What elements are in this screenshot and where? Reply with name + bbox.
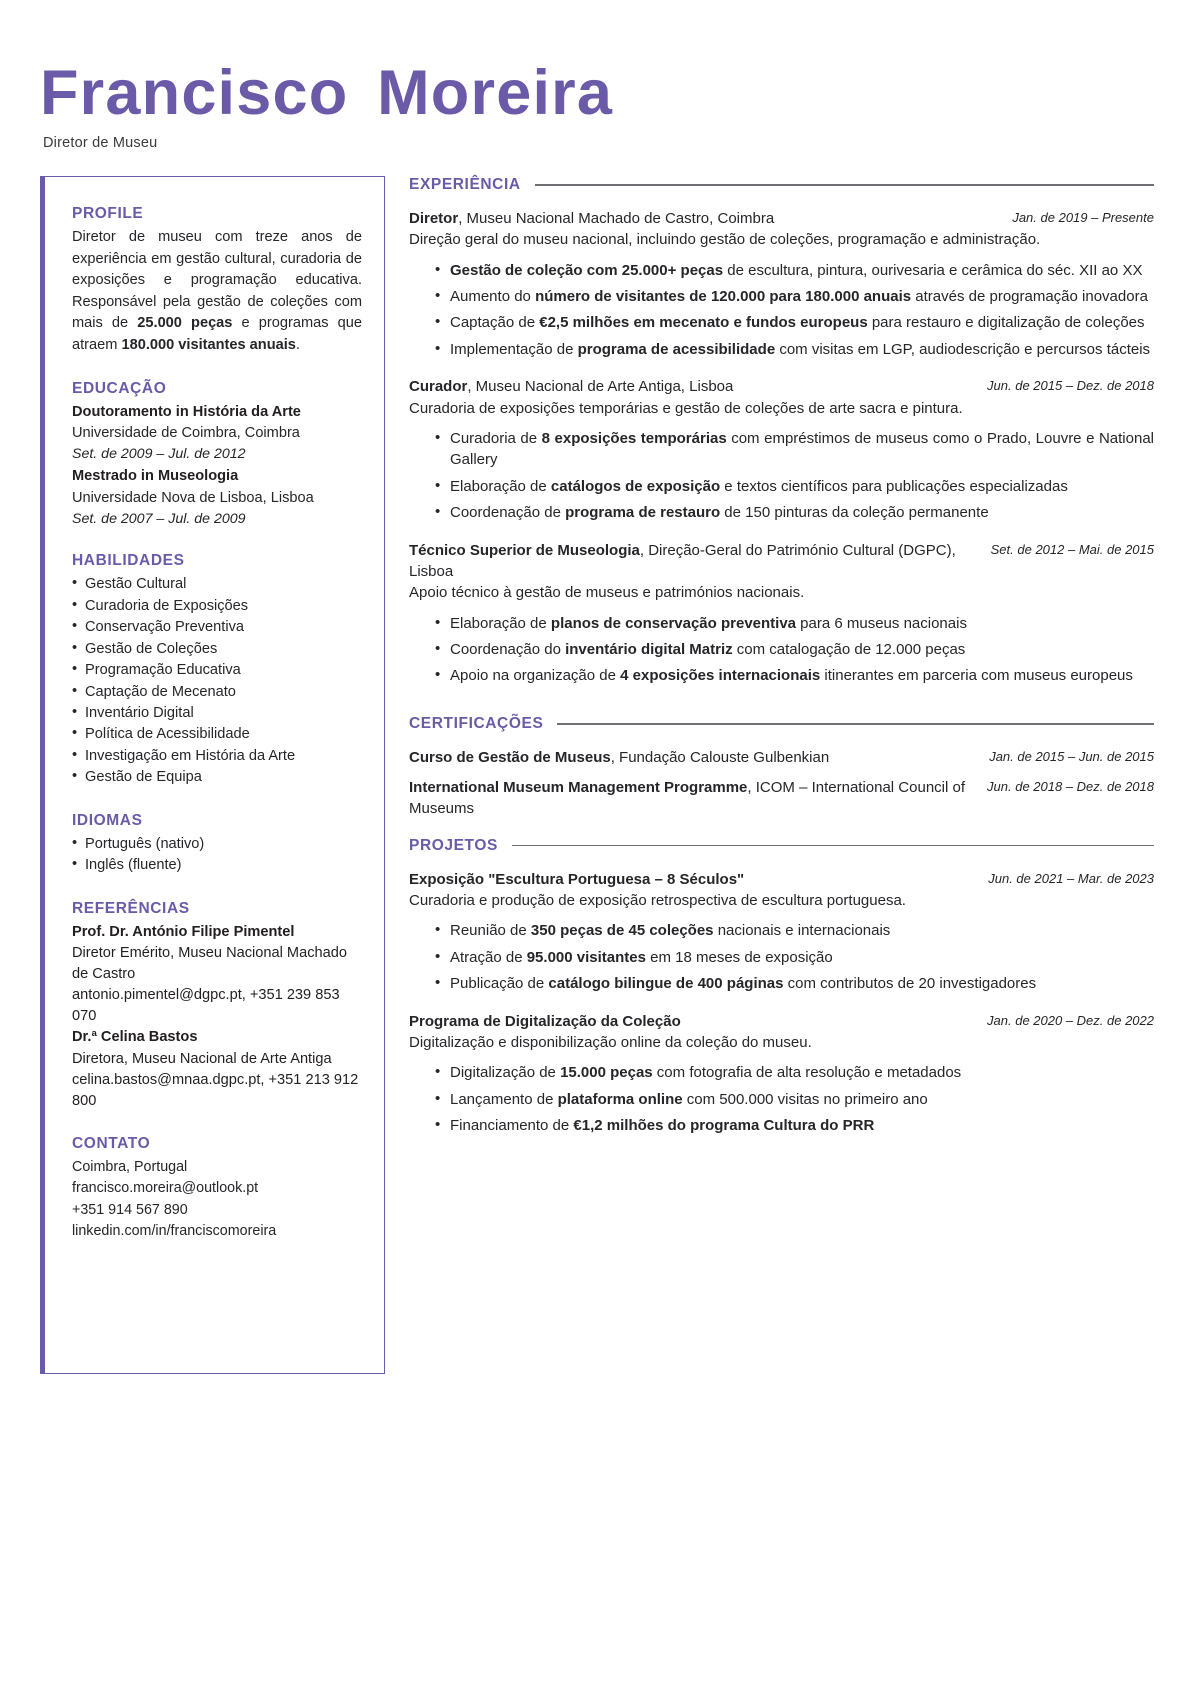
section-rule xyxy=(535,184,1154,185)
experience-entry xyxy=(409,540,1154,687)
section-title-projects: PROJETOS xyxy=(409,836,498,854)
entry-date: Jan. de 2019 – Presente xyxy=(1012,210,1154,225)
reference-item xyxy=(72,1027,362,1112)
entry-title: Exposição "Escultura Portuguesa – 8 Séculos" xyxy=(409,870,745,888)
entry-head xyxy=(409,208,1154,229)
entry-title: International Museum Management Programme, ICOM – International Council of Museums xyxy=(409,779,966,818)
entry-bullet: • Elaboração de catálogos de exposição e textos científicos para publicações especializadas xyxy=(435,476,1154,497)
reference-name: Dr.ª Celina Bastos xyxy=(72,1029,198,1046)
section-rule xyxy=(512,845,1154,846)
resume-body xyxy=(0,176,1190,1374)
education-degree: Doutoramento in História da Arte xyxy=(72,403,301,420)
entry-date: Jan. de 2015 – Jun. de 2015 xyxy=(989,748,1154,764)
skill-item: • Política de Acessibilidade xyxy=(72,724,362,745)
reference-name: Prof. Dr. António Filipe Pimentel xyxy=(72,923,295,940)
education-school: Universidade de Coimbra, Coimbra xyxy=(72,424,300,441)
education-dates: Set. de 2007 – Jul. de 2009 xyxy=(72,510,246,527)
reference-role: Diretor Emérito, Museu Nacional Machado de Castro xyxy=(72,944,347,982)
languages-list xyxy=(72,834,362,877)
entry-title: Curso de Gestão de Museus, Fundação Calouste Gulbenkian xyxy=(409,748,830,766)
section-title-experience: EXPERIÊNCIA xyxy=(409,176,521,193)
entry-bullets xyxy=(409,1062,1154,1136)
skill-item: • Conservação Preventiva xyxy=(72,617,362,638)
sidebar-heading-references: REFERÊNCIAS xyxy=(72,899,190,917)
sidebar-heading-languages: IDIOMAS xyxy=(72,811,143,829)
skills-list xyxy=(72,574,362,788)
certification-entry xyxy=(409,777,1154,820)
education-dates: Set. de 2009 – Jul. de 2012 xyxy=(72,445,246,462)
sidebar-section-education xyxy=(72,380,362,530)
section-header-experience xyxy=(409,176,1154,194)
entry-head xyxy=(409,376,1154,397)
entry-title: Técnico Superior de Museologia, Direção-Geral do Património Cultural (DGPC), Lisboa xyxy=(409,541,956,580)
contact-lines xyxy=(72,1157,362,1243)
entry-date: Set. de 2012 – Mai. de 2015 xyxy=(990,541,1154,557)
entry-title: Programa de Digitalização da Coleção xyxy=(409,1012,681,1030)
section-experience xyxy=(409,176,1154,687)
education-item xyxy=(72,466,362,529)
references-list xyxy=(72,922,362,1112)
contact-line: Coimbra, Portugal xyxy=(72,1159,188,1176)
skill-item: • Gestão de Equipa xyxy=(72,767,362,788)
skill-item: • Gestão de Coleções xyxy=(72,639,362,660)
sidebar-section-contact xyxy=(72,1135,362,1243)
language-item: • Português (nativo) xyxy=(72,834,362,855)
entry-bullet: • Aumento do número de visitantes de 120.000 para 180.000 anuais através de programação inovadora xyxy=(435,286,1154,307)
skill-item: • Gestão Cultural xyxy=(72,574,362,595)
skill-item: • Curadoria de Exposições xyxy=(72,596,362,617)
entry-head xyxy=(409,1011,1154,1032)
education-degree: Mestrado in Museologia xyxy=(72,468,239,485)
entry-title: Curador, Museu Nacional de Arte Antiga, Lisboa xyxy=(409,378,734,396)
entry-bullet: • Digitalização de 15.000 peças com fotografia de alta resolução e metadados xyxy=(435,1062,1154,1083)
section-header-projects xyxy=(409,837,1154,855)
entry-head xyxy=(409,747,1154,768)
main-column xyxy=(385,176,1154,1153)
sidebar-heading-contact: CONTATO xyxy=(72,1135,151,1153)
experience-entry xyxy=(409,376,1154,523)
certification-entries xyxy=(409,747,1154,820)
entry-summary: Apoio técnico à gestão de museus e patrimónios nacionais. xyxy=(409,584,805,602)
entry-bullets xyxy=(409,260,1154,361)
contact-line: linkedin.com/in/franciscomoreira xyxy=(72,1223,277,1240)
candidate-name: Francisco Moreira xyxy=(40,58,614,128)
reference-item xyxy=(72,922,362,1028)
sidebar-heading-profile: PROFILE xyxy=(72,205,144,222)
entry-date: Jun. de 2021 – Mar. de 2023 xyxy=(988,870,1154,886)
education-school: Universidade Nova de Lisboa, Lisboa xyxy=(72,489,314,506)
entry-bullet: • Elaboração de planos de conservação preventiva para 6 museus nacionais xyxy=(435,613,1154,634)
entry-bullet: • Atração de 95.000 visitantes em 18 meses de exposição xyxy=(435,947,1154,968)
entry-bullet: • Reunião de 350 peças de 45 coleções nacionais e internacionais xyxy=(435,920,1154,941)
sidebar-section-profile xyxy=(72,205,362,357)
entry-date: Jun. de 2018 – Dez. de 2018 xyxy=(987,779,1154,795)
experience-entries xyxy=(409,208,1154,687)
contact-line: +351 914 567 890 xyxy=(72,1201,188,1218)
resume-header xyxy=(0,0,1190,151)
entry-bullet: • Apoio na organização de 4 exposições internacionais itinerantes em parceria com museus europeus xyxy=(435,665,1154,686)
entry-summary: Curadoria de exposições temporárias e gestão de coleções de arte sacra e pintura. xyxy=(409,399,963,417)
section-rule xyxy=(557,723,1154,724)
profile-text: Diretor de museu com treze anos de experiência em gestão cultural, curadoria de exposições e programação educativa. Responsável pela gestão de coleções com mais de 25.000 peças e programas que atraem 180.000 visitantes anuais. xyxy=(72,229,362,353)
education-list xyxy=(72,402,362,530)
entry-summary: Curadoria e produção de exposição retrospectiva de escultura portuguesa. xyxy=(409,892,906,910)
entry-bullets xyxy=(409,613,1154,687)
contact-line: francisco.moreira@outlook.pt xyxy=(72,1180,259,1197)
entry-bullet: • Implementação de programa de acessibilidade com visitas em LGP, audiodescrição e percursos tácteis xyxy=(435,339,1154,360)
sidebar-section-languages xyxy=(72,812,362,877)
entry-summary: Digitalização e disponibilização online da coleção do museu. xyxy=(409,1033,812,1051)
entry-head xyxy=(409,869,1154,890)
entry-head xyxy=(409,777,1154,820)
sidebar-section-skills xyxy=(72,552,362,788)
entry-bullet: • Lançamento de plataforma online com 500.000 visitas no primeiro ano xyxy=(435,1089,1154,1110)
candidate-job-title: Diretor de Museu xyxy=(43,135,158,151)
project-entry xyxy=(409,869,1154,995)
entry-bullet: • Coordenação do inventário digital Matriz com catalogação de 12.000 peças xyxy=(435,639,1154,660)
project-entry xyxy=(409,1011,1154,1137)
skill-item: • Captação de Mecenato xyxy=(72,682,362,703)
entry-date: Jan. de 2020 – Dez. de 2022 xyxy=(987,1012,1154,1028)
section-certifications xyxy=(409,715,1154,820)
entry-bullets xyxy=(409,428,1154,524)
education-item xyxy=(72,402,362,465)
section-title-certifications: CERTIFICAÇÕES xyxy=(409,714,544,732)
reference-contact: celina.bastos@mnaa.dgpc.pt, +351 213 912 800 xyxy=(72,1071,359,1109)
entry-bullet: • Captação de €2,5 milhões em mecenato e fundos europeus para restauro e digitalização de coleções xyxy=(435,312,1154,333)
entry-summary: Direção geral do museu nacional, incluindo gestão de coleções, programação e administração. xyxy=(409,231,1041,249)
skill-item: • Inventário Digital xyxy=(72,703,362,724)
section-header-certifications xyxy=(409,715,1154,733)
entry-bullets xyxy=(409,920,1154,994)
sidebar-heading-skills: HABILIDADES xyxy=(72,552,185,570)
entry-date: Jun. de 2015 – Dez. de 2018 xyxy=(987,378,1154,394)
entry-bullet: • Financiamento de €1,2 milhões do programa Cultura do PRR xyxy=(435,1115,1154,1136)
entry-head xyxy=(409,540,1154,583)
entry-bullet: • Curadoria de 8 exposições temporárias com empréstimos de museus como o Prado, Louvre e National Gallery xyxy=(435,428,1154,471)
project-entries xyxy=(409,869,1154,1137)
reference-contact: antonio.pimentel@dgpc.pt, +351 239 853 070 xyxy=(72,987,340,1025)
entry-title: Diretor, Museu Nacional Machado de Castro, Coimbra xyxy=(409,210,775,227)
experience-entry xyxy=(409,208,1154,360)
certification-entry xyxy=(409,747,1154,768)
entry-bullet: • Publicação de catálogo bilingue de 400 páginas com contributos de 20 investigadores xyxy=(435,973,1154,994)
entry-bullet: • Coordenação de programa de restauro de 150 pinturas da coleção permanente xyxy=(435,502,1154,523)
sidebar-section-references xyxy=(72,900,362,1112)
entry-bullet: • Gestão de coleção com 25.000+ peças de escultura, pintura, ourivesaria e cerâmica do séc. XII ao XX xyxy=(435,260,1154,281)
section-projects xyxy=(409,837,1154,1137)
language-item: • Inglês (fluente) xyxy=(72,855,362,876)
skill-item: • Programação Educativa xyxy=(72,660,362,681)
sidebar xyxy=(40,176,385,1374)
sidebar-heading-education: EDUCAÇÃO xyxy=(72,379,167,397)
reference-role: Diretora, Museu Nacional de Arte Antiga xyxy=(72,1050,332,1067)
skill-item: • Investigação em História da Arte xyxy=(72,746,362,767)
